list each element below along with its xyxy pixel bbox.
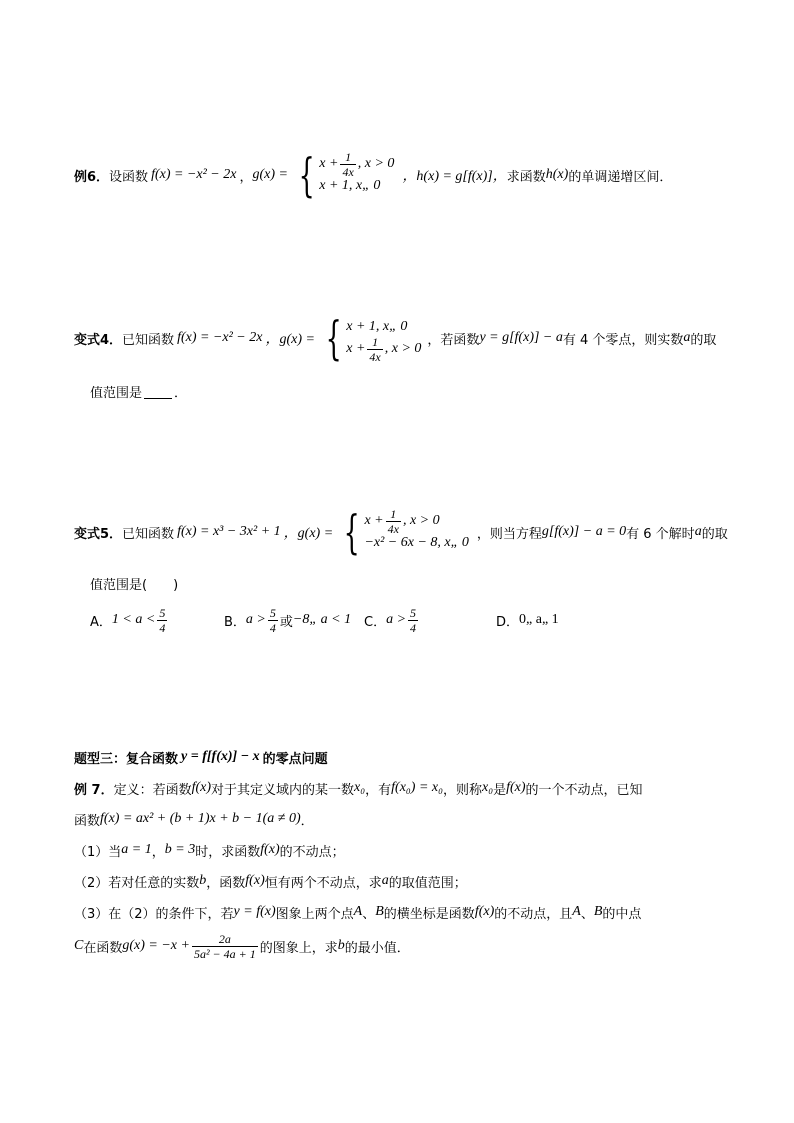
- example-6: 例6． 设函数 f(x) = −x² − 2x ， g(x) = { x + $\frac{1}{4x}$ , x > 0 x + 1, x„ 0 ，h(x) = g[f(x)]， 求函数 h(x) 的单调递增区间．: [74, 148, 673, 202]
- example-7-question-1: （1）当 a = 1 ， b = 3 时，求函数 f(x) 的不动点；: [74, 842, 345, 860]
- variant-5-label: 变式5．: [74, 526, 123, 542]
- example-6-label: 例6．: [74, 169, 110, 185]
- example-7-question-2: （2）若对任意的实数 b ，函数 f(x) 恒有两个不动点，求 a 的取值范围；: [74, 873, 467, 891]
- option-d[interactable]: D． 0„ a„ 1: [496, 612, 559, 630]
- example-7-line-1: 例 7． 定义：若函数 f(x) 对于其定义域内的某一数 x₀ ，有 f(x₀) = x₀ ，则称 x₀ 是 f(x) 的一个不动点，已知: [74, 780, 643, 798]
- variant-4-label: 变式4．: [74, 332, 123, 348]
- variant-5: 变式5． 已知函数 f(x) = x³ − 3x² + 1 ，g(x) = { x + $\frac{1}{4x}$ , x > 0 −x² − 6x − 8, x„ 0 ，则当方程 g[f(x)] − a = 0 有 6 个解时 a 的取: [74, 505, 728, 559]
- variant-5-line-2: 值范围是( ): [90, 577, 179, 593]
- piecewise-g: { x + 1, x„ 0 x + $\frac{1}{4x}$ , x > 0: [325, 311, 422, 365]
- section-heading-type-3: 题型三：复合函数 y = f[f(x)] − x 的零点问题: [74, 749, 328, 767]
- variant-5-options: [90, 602, 740, 638]
- variant-4: 变式4． 已知函数 f(x) = −x² − 2x ，g(x) = { x + 1, x„ 0 x + $\frac{1}{4x}$ , x > 0 ，若函数 y = g[f(x)] − a 有 4 个零点，则实数 a 的取: [74, 311, 717, 365]
- option-a[interactable]: A． 1 < a < $\frac{5}{4}$: [90, 605, 166, 635]
- option-c[interactable]: C． a > $\frac{5}{4}$: [364, 605, 417, 635]
- option-b[interactable]: B． a > $\frac{5}{4}$ 或 −8„ a < 1: [224, 605, 352, 635]
- piecewise-g: { x + $\frac{1}{4x}$ , x > 0 x + 1, x„ 0: [298, 148, 395, 202]
- variant-4-line-2: 值范围是 ．: [90, 385, 188, 401]
- example-7-question-3: （3）在（2）的条件下，若 y = f(x) 图象上两个点 A 、 B 的横坐标是函数 f(x) 的不动点，且 A 、 B 的中点: [74, 904, 642, 922]
- example-7-question-3-line-2: C 在函数 g(x) = −x + $\frac{2a}{\text{5a² − 4a + 1}}$ 的图象上，求 b 的最小值．: [74, 931, 410, 961]
- answer-blank[interactable]: [144, 384, 172, 399]
- piecewise-g: { x + $\frac{1}{4x}$ , x > 0 −x² − 6x − 8, x„ 0: [343, 505, 469, 559]
- example-7-line-2: 函数 f(x) = ax² + (b + 1)x + b − 1(a ≠ 0) ．: [74, 811, 314, 829]
